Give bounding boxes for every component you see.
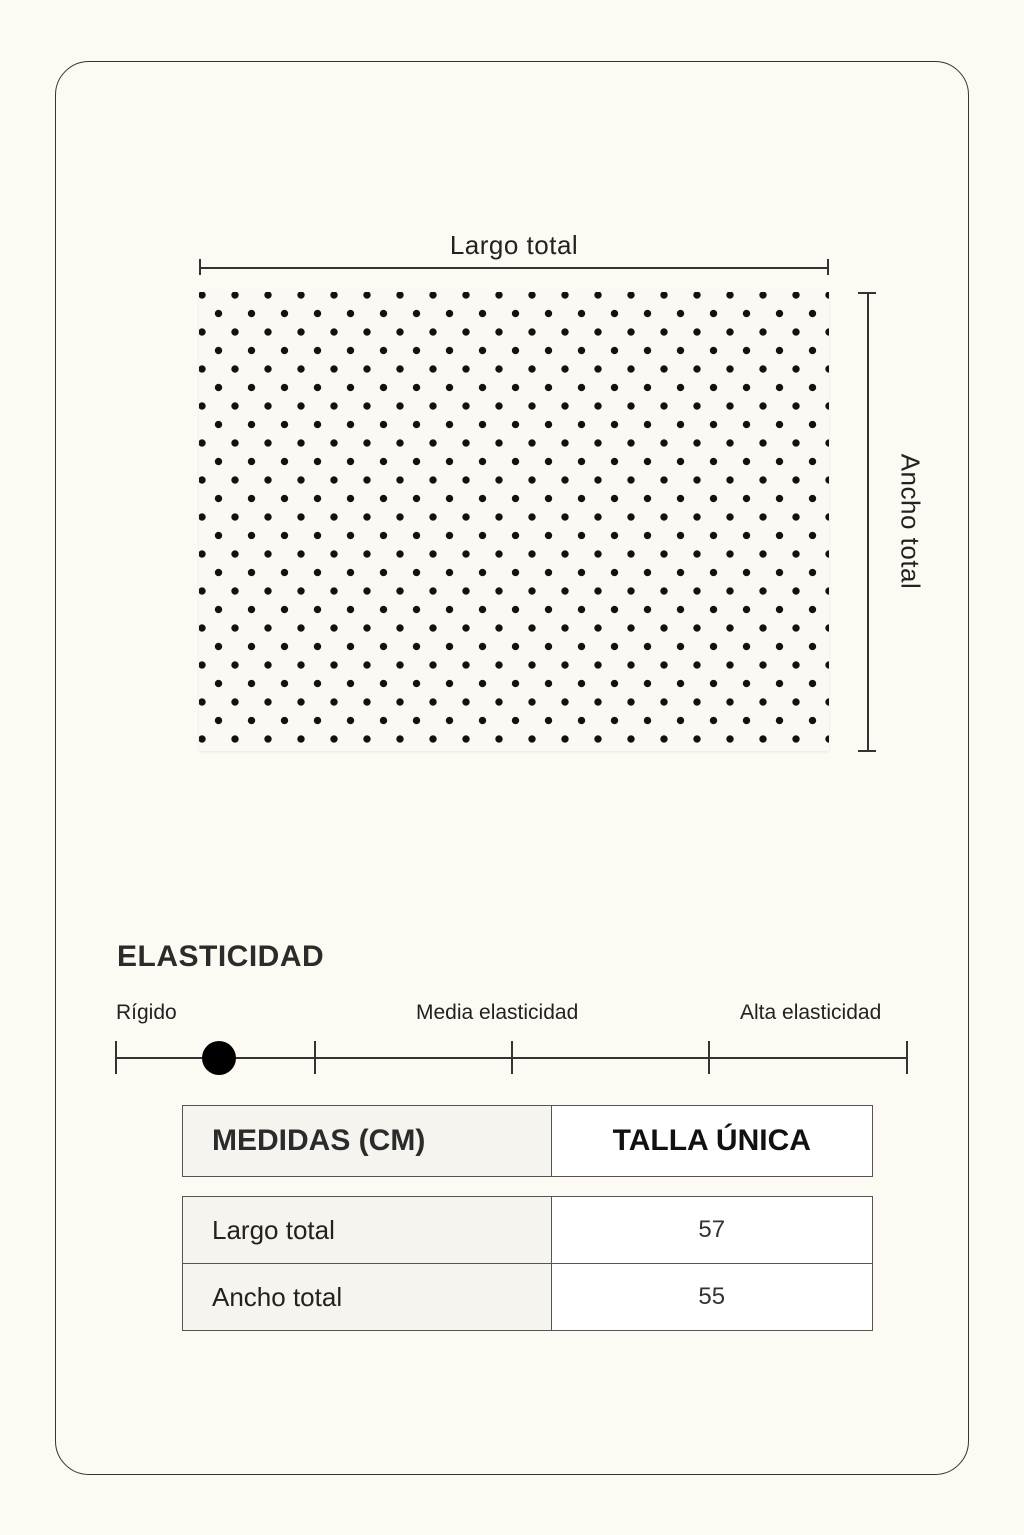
size-table-header (182, 1105, 873, 1177)
elasticity-level-marker (202, 1041, 236, 1075)
scale-tick (115, 1041, 117, 1074)
polka-dot-fabric-image (199, 292, 829, 751)
size-table (182, 1196, 873, 1331)
scale-label-medium: Media elasticidad (416, 1001, 579, 1024)
row-label-ancho: Ancho total (183, 1264, 552, 1331)
header-measures-cell: MEDIDAS (CM) (183, 1106, 552, 1177)
scale-tick (906, 1041, 908, 1074)
table-header-row (183, 1106, 873, 1177)
largo-total-dimension-label: Largo total (449, 230, 579, 260)
row-value-ancho: 55 (551, 1264, 872, 1331)
row-label-largo: Largo total (183, 1197, 552, 1264)
scale-tick (708, 1041, 710, 1074)
scale-label-rigid: Rígido (116, 1001, 177, 1024)
ancho-total-dimension-label: Ancho total (895, 453, 926, 590)
dimension-tick-top (858, 292, 876, 294)
ancho-total-dimension-line (867, 292, 869, 751)
scale-tick (314, 1041, 316, 1074)
table-row (183, 1197, 873, 1264)
table-row (183, 1264, 873, 1331)
dimension-tick-right (827, 259, 829, 275)
dimension-tick-bottom (858, 750, 876, 752)
largo-total-dimension-line (199, 267, 829, 269)
elasticity-title: ELASTICIDAD (117, 940, 325, 973)
dimension-tick-left (199, 259, 201, 275)
ancho-total-dimension-label-wrap (890, 292, 930, 751)
header-size-cell: TALLA ÚNICA (551, 1106, 872, 1177)
scale-label-high: Alta elasticidad (740, 1001, 882, 1024)
scale-tick (511, 1041, 513, 1074)
row-value-largo: 57 (551, 1197, 872, 1264)
